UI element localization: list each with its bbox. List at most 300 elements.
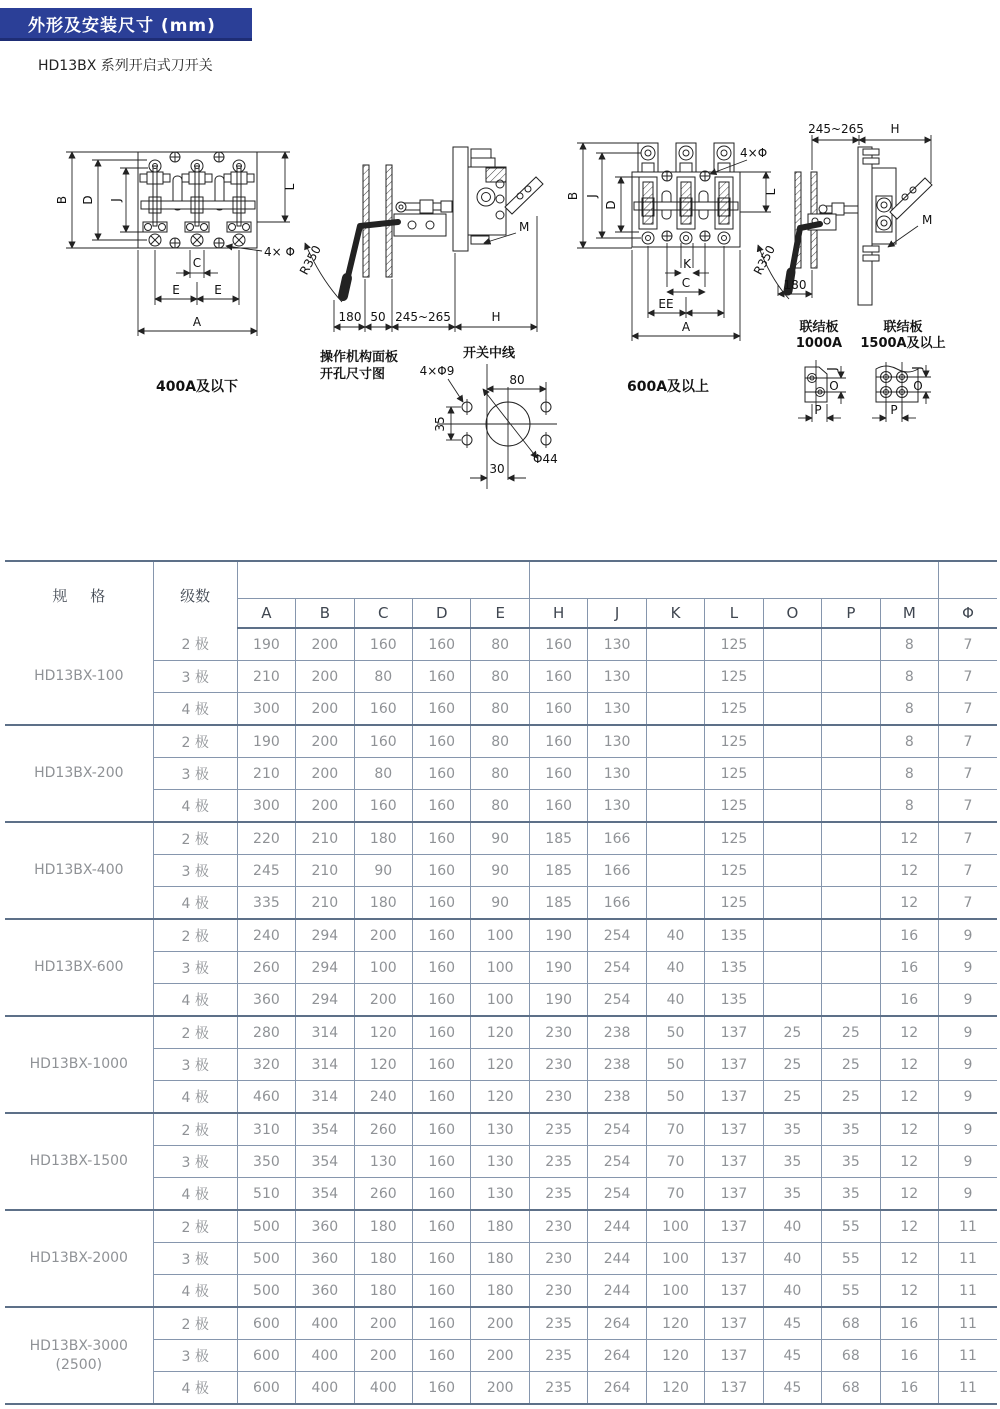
dim-cell: 180	[354, 1275, 412, 1308]
dim-cell	[646, 628, 704, 661]
dim-cell: 12	[880, 1243, 938, 1275]
dim-cell: 238	[588, 1016, 646, 1049]
dim-label-b-600: B	[566, 191, 580, 201]
dim-cell: 125	[705, 790, 763, 823]
dim-cell: 160	[413, 952, 471, 984]
model-cell: HD13BX-1000	[5, 1016, 153, 1113]
poles-cell: 2 极	[153, 1016, 237, 1049]
dim-cell: 200	[354, 1340, 412, 1372]
dim-cell: 180	[354, 1210, 412, 1243]
dim-cell: 200	[354, 984, 412, 1017]
dim-cell: 11	[939, 1307, 997, 1340]
dim-cell: 160	[354, 693, 412, 726]
dim-cell: 160	[413, 1146, 471, 1178]
dim-label-a: A	[192, 315, 202, 329]
dim-cell: 166	[588, 855, 646, 887]
dim-cell: 137	[705, 1243, 763, 1275]
dim-cell: 120	[646, 1372, 704, 1405]
dim-cell: 160	[413, 758, 471, 790]
dim-cell: 235	[529, 1340, 587, 1372]
dim-cell	[763, 758, 821, 790]
col-header-spec: 规 格	[5, 561, 153, 628]
dim-cell	[763, 790, 821, 823]
poles-cell: 4 极	[153, 1081, 237, 1114]
dim-cell: 180	[471, 1243, 530, 1275]
drill-dim-35: 35	[433, 416, 447, 432]
dim-label-ee: EE	[658, 297, 674, 311]
dim-cell: 500	[237, 1275, 295, 1308]
dim-cell: 200	[296, 661, 354, 693]
dim-cell: 166	[588, 887, 646, 920]
dim-cell	[763, 855, 821, 887]
dim-cell: 200	[296, 758, 354, 790]
dim-cell: 7	[939, 628, 997, 661]
dim-cell: 16	[880, 919, 938, 952]
page-subtitle: HD13BX 系列开启式刀开关	[38, 58, 213, 74]
dim-cell: 160	[413, 1307, 471, 1340]
poles-cell: 2 极	[153, 919, 237, 952]
dim-cell: 7	[939, 758, 997, 790]
dim-cell: 185	[529, 855, 587, 887]
col-header-e: E	[471, 599, 530, 629]
dim-cell: 600	[237, 1340, 295, 1372]
dim-cell	[822, 693, 880, 726]
dim-cell: 314	[296, 1081, 354, 1114]
dim-cell: 12	[880, 1210, 938, 1243]
dim-cell: 125	[705, 661, 763, 693]
dim-cell	[763, 887, 821, 920]
plate-1500a-dim-j: J	[910, 366, 924, 370]
dim-label-c-600: C	[681, 276, 691, 290]
dim-cell: 9	[939, 1178, 997, 1211]
dim-cell: 16	[880, 1372, 938, 1405]
dim-cell: 80	[471, 693, 530, 726]
dim-cell: 90	[471, 887, 530, 920]
dim-cell: 360	[296, 1275, 354, 1308]
table-row	[5, 855, 997, 887]
dim-cell: 200	[471, 1307, 530, 1340]
radius-label-r350-right: R350	[750, 243, 778, 278]
dim-cell: 400	[296, 1340, 354, 1372]
dim-cell: 280	[237, 1016, 295, 1049]
dim-cell: 100	[471, 952, 530, 984]
dim-cell: 210	[237, 661, 295, 693]
dim-cell: 16	[880, 1340, 938, 1372]
dim-cell: 125	[705, 725, 763, 758]
dim-label-a-600: A	[681, 320, 691, 334]
dim-cell: 230	[529, 1016, 587, 1049]
dim-cell: 90	[471, 855, 530, 887]
dim-cell: 190	[237, 725, 295, 758]
col-header-phi: Φ	[939, 599, 997, 629]
dim-cell: 200	[296, 628, 354, 661]
dim-cell: 70	[646, 1113, 704, 1146]
poles-cell: 3 极	[153, 758, 237, 790]
poles-cell: 4 极	[153, 1178, 237, 1211]
dim-cell: 160	[413, 1113, 471, 1146]
dim-cell: 160	[413, 1210, 471, 1243]
table-row	[5, 725, 997, 758]
col-header-o: O	[763, 599, 821, 629]
holes-label-600a: 4×Φ	[740, 146, 768, 160]
dim-label-h-right: H	[890, 122, 900, 136]
table-row	[5, 1178, 997, 1211]
dim-cell: 55	[822, 1210, 880, 1243]
dim-cell	[646, 887, 704, 920]
dim-cell: 130	[354, 1146, 412, 1178]
table-row	[5, 1146, 997, 1178]
header-band-row	[5, 561, 997, 599]
dim-cell: 320	[237, 1049, 295, 1081]
dim-label-180: 180	[338, 310, 362, 324]
dim-cell: 80	[471, 790, 530, 823]
poles-cell: 2 极	[153, 1113, 237, 1146]
header-band-a-e	[237, 561, 529, 599]
dim-cell: 300	[237, 790, 295, 823]
dim-cell: 160	[529, 758, 587, 790]
col-header-m: M	[880, 599, 938, 629]
table-row	[5, 1372, 997, 1405]
dim-cell	[822, 919, 880, 952]
col-header-j: J	[588, 599, 646, 629]
dim-cell: 137	[705, 1307, 763, 1340]
dim-cell: 100	[646, 1243, 704, 1275]
col-header-d: D	[413, 599, 471, 629]
dim-cell: 9	[939, 984, 997, 1017]
col-header-l: L	[705, 599, 763, 629]
dim-cell: 68	[822, 1307, 880, 1340]
dim-label-k: K	[683, 257, 691, 271]
dim-cell: 130	[588, 628, 646, 661]
table-row	[5, 628, 997, 661]
dim-cell: 210	[296, 822, 354, 855]
dim-cell	[763, 693, 821, 726]
dim-cell: 8	[880, 790, 938, 823]
dim-cell: 130	[471, 1146, 530, 1178]
poles-cell: 3 极	[153, 1243, 237, 1275]
dim-cell: 12	[880, 1113, 938, 1146]
model-cell: HD13BX-400	[5, 822, 153, 919]
dim-cell: 12	[880, 1178, 938, 1211]
dim-cell	[646, 790, 704, 823]
dim-cell	[763, 628, 821, 661]
dim-cell: 40	[763, 1275, 821, 1308]
dim-label-245-265-right: 245~265	[808, 122, 864, 136]
dim-cell: 68	[822, 1372, 880, 1405]
part-label-m: M	[519, 220, 530, 234]
dim-cell: 244	[588, 1275, 646, 1308]
dim-cell: 254	[588, 952, 646, 984]
dim-cell: 45	[763, 1340, 821, 1372]
dim-cell: 300	[237, 693, 295, 726]
dim-cell: 238	[588, 1049, 646, 1081]
dim-cell: 400	[296, 1372, 354, 1405]
model-cell: HD13BX-200	[5, 725, 153, 822]
caption-400a: 400A及以下	[155, 379, 239, 395]
dim-label-50: 50	[370, 310, 386, 324]
dim-cell: 45	[763, 1372, 821, 1405]
dim-cell: 160	[413, 1243, 471, 1275]
dim-cell: 35	[763, 1178, 821, 1211]
dim-cell: 125	[705, 822, 763, 855]
dim-cell: 160	[413, 693, 471, 726]
front-view-600a	[632, 143, 740, 247]
dim-cell: 8	[880, 661, 938, 693]
dim-cell: 9	[939, 952, 997, 984]
side-view-mechanism	[305, 147, 543, 302]
plate-1500a-title-line1: 联结板	[883, 320, 923, 335]
dim-cell: 125	[705, 887, 763, 920]
dim-cell	[822, 725, 880, 758]
dim-cell: 135	[705, 984, 763, 1017]
dim-cell: 235	[529, 1178, 587, 1211]
plate-1500a-dim-o: O	[913, 379, 923, 393]
dim-cell: 260	[237, 952, 295, 984]
poles-cell: 2 极	[153, 628, 237, 661]
dim-cell: 100	[471, 919, 530, 952]
dim-cell: 360	[237, 984, 295, 1017]
dim-cell: 80	[471, 628, 530, 661]
dim-cell: 160	[413, 725, 471, 758]
poles-cell: 3 极	[153, 952, 237, 984]
col-header-c: C	[354, 599, 412, 629]
poles-cell: 4 极	[153, 984, 237, 1017]
poles-cell: 3 极	[153, 1340, 237, 1372]
dim-cell: 137	[705, 1016, 763, 1049]
dim-cell	[822, 758, 880, 790]
dim-cell: 25	[822, 1049, 880, 1081]
plate-1000a-dim-j: J	[825, 367, 839, 371]
dim-cell: 50	[646, 1049, 704, 1081]
dim-cell: 180	[354, 1243, 412, 1275]
dim-cell: 125	[705, 628, 763, 661]
dim-cell: 120	[471, 1081, 530, 1114]
dim-cell: 160	[413, 1372, 471, 1405]
dim-cell: 7	[939, 887, 997, 920]
dim-cell: 137	[705, 1340, 763, 1372]
dim-label-b: B	[55, 195, 69, 205]
dim-cell	[646, 855, 704, 887]
dim-cell: 180	[354, 822, 412, 855]
dim-cell: 354	[296, 1146, 354, 1178]
dim-cell: 25	[822, 1081, 880, 1114]
dim-cell: 400	[296, 1307, 354, 1340]
plate-1000a-dim-o: O	[829, 379, 839, 393]
holes-label-400a: 4× Φ	[264, 245, 295, 259]
dim-cell	[822, 790, 880, 823]
dim-cell	[646, 661, 704, 693]
dim-cell: 35	[822, 1113, 880, 1146]
dim-cell: 260	[354, 1178, 412, 1211]
front-view-400a-dims	[66, 152, 290, 336]
dim-label-c: C	[192, 256, 202, 270]
table-row	[5, 1307, 997, 1340]
col-header-poles: 级数	[153, 561, 237, 628]
dim-cell	[646, 725, 704, 758]
poles-cell: 4 极	[153, 1275, 237, 1308]
dim-cell: 55	[822, 1275, 880, 1308]
dim-cell	[763, 822, 821, 855]
dim-cell: 130	[471, 1113, 530, 1146]
dim-cell: 80	[471, 661, 530, 693]
table-row	[5, 790, 997, 823]
col-header-p: P	[822, 599, 880, 629]
mechanism-caption-line1: 操作机构面板	[320, 350, 399, 365]
dim-cell: 510	[237, 1178, 295, 1211]
dim-cell: 25	[763, 1049, 821, 1081]
dim-cell: 160	[529, 693, 587, 726]
dim-cell: 230	[529, 1275, 587, 1308]
front-view-600a-dims	[577, 143, 771, 341]
dim-cell: 9	[939, 1016, 997, 1049]
dim-cell: 12	[880, 822, 938, 855]
dim-cell: 12	[880, 1016, 938, 1049]
table-row	[5, 1113, 997, 1146]
dim-cell: 210	[296, 887, 354, 920]
drill-title: 开关中线	[462, 346, 516, 361]
dim-cell: 80	[471, 725, 530, 758]
dim-cell: 200	[296, 693, 354, 726]
col-header-a: A	[237, 599, 295, 629]
dim-cell: 70	[646, 1178, 704, 1211]
table-row	[5, 822, 997, 855]
dim-cell: 50	[646, 1016, 704, 1049]
drill-holes-label: 4×Φ9	[419, 364, 455, 378]
dim-cell: 190	[529, 984, 587, 1017]
dim-cell: 310	[237, 1113, 295, 1146]
dim-cell: 210	[296, 855, 354, 887]
col-header-h: H	[529, 599, 587, 629]
dim-cell: 254	[588, 984, 646, 1017]
dim-cell: 90	[354, 855, 412, 887]
dim-cell: 130	[588, 693, 646, 726]
dim-cell: 160	[413, 822, 471, 855]
dim-cell: 11	[939, 1243, 997, 1275]
dim-cell: 9	[939, 1081, 997, 1114]
table-row	[5, 1340, 997, 1372]
plate-1000a-title-line2: 1000A	[795, 336, 843, 351]
dim-cell	[822, 628, 880, 661]
table-row	[5, 887, 997, 920]
dim-cell: 200	[296, 790, 354, 823]
dim-cell: 210	[237, 758, 295, 790]
plate-1500a-title-line2: 1500A及以上	[860, 336, 946, 351]
dim-cell: 360	[296, 1243, 354, 1275]
dim-label-l: L	[283, 183, 297, 191]
dim-cell: 160	[413, 1049, 471, 1081]
poles-cell: 4 极	[153, 790, 237, 823]
dim-cell	[763, 661, 821, 693]
dim-cell: 235	[529, 1146, 587, 1178]
dim-cell: 137	[705, 1081, 763, 1114]
dim-cell: 180	[471, 1210, 530, 1243]
part-label-m-right: M	[922, 213, 933, 227]
dim-label-d-600: D	[604, 200, 618, 210]
dim-cell: 500	[237, 1243, 295, 1275]
dim-cell: 264	[588, 1340, 646, 1372]
dim-cell: 11	[939, 1210, 997, 1243]
dim-cell: 80	[354, 758, 412, 790]
dim-cell: 244	[588, 1243, 646, 1275]
dim-cell: 294	[296, 984, 354, 1017]
dim-cell: 9	[939, 1113, 997, 1146]
dim-cell: 190	[237, 628, 295, 661]
caption-600a: 600A及以上	[626, 379, 710, 395]
dim-cell	[646, 693, 704, 726]
dim-cell: 125	[705, 855, 763, 887]
dim-cell	[646, 822, 704, 855]
dim-cell	[763, 919, 821, 952]
dim-cell: 160	[413, 919, 471, 952]
table-row	[5, 1275, 997, 1308]
banner-title: 外形及安装尺寸 (mm)	[28, 15, 216, 36]
dim-cell: 9	[939, 1146, 997, 1178]
poles-cell: 2 极	[153, 725, 237, 758]
dim-cell: 350	[237, 1146, 295, 1178]
dim-label-j: J	[109, 198, 123, 202]
dim-cell: 135	[705, 952, 763, 984]
dim-cell: 16	[880, 952, 938, 984]
dim-cell: 240	[354, 1081, 412, 1114]
mechanism-caption-line2: 开孔尺寸图	[320, 367, 386, 382]
dim-cell: 220	[237, 822, 295, 855]
dim-cell: 264	[588, 1372, 646, 1405]
table-row	[5, 1243, 997, 1275]
header-band-phi	[939, 561, 997, 599]
dim-cell: 160	[413, 1081, 471, 1114]
dim-cell	[763, 952, 821, 984]
dim-cell: 12	[880, 1081, 938, 1114]
spec-table-body	[5, 628, 997, 1404]
dim-cell: 137	[705, 1113, 763, 1146]
dim-cell: 7	[939, 822, 997, 855]
table-row	[5, 919, 997, 952]
dim-cell: 335	[237, 887, 295, 920]
dim-label-e1: E	[172, 283, 180, 297]
poles-cell: 4 极	[153, 693, 237, 726]
dim-cell: 314	[296, 1016, 354, 1049]
header-band-h-m	[529, 561, 938, 599]
dim-cell: 254	[588, 1178, 646, 1211]
dim-cell: 135	[705, 919, 763, 952]
dim-label-245-265: 245~265	[395, 310, 451, 324]
dim-cell: 35	[822, 1178, 880, 1211]
dim-cell: 200	[471, 1372, 530, 1405]
dim-cell: 354	[296, 1113, 354, 1146]
dim-cell: 70	[646, 1146, 704, 1178]
dim-cell: 245	[237, 855, 295, 887]
table-row	[5, 984, 997, 1017]
dim-cell: 600	[237, 1307, 295, 1340]
dim-cell: 137	[705, 1372, 763, 1405]
dim-cell	[763, 984, 821, 1017]
dim-cell: 160	[413, 1340, 471, 1372]
dim-cell: 125	[705, 758, 763, 790]
dim-cell: 235	[529, 1113, 587, 1146]
dim-cell: 100	[354, 952, 412, 984]
dim-cell: 40	[763, 1243, 821, 1275]
dim-cell: 12	[880, 1146, 938, 1178]
dim-cell: 100	[471, 984, 530, 1017]
dim-cell: 238	[588, 1081, 646, 1114]
dim-cell: 185	[529, 822, 587, 855]
dim-cell: 160	[354, 628, 412, 661]
dim-cell: 166	[588, 822, 646, 855]
dim-cell: 100	[646, 1210, 704, 1243]
dim-cell: 160	[413, 984, 471, 1017]
dim-cell	[822, 984, 880, 1017]
dim-cell: 25	[822, 1016, 880, 1049]
